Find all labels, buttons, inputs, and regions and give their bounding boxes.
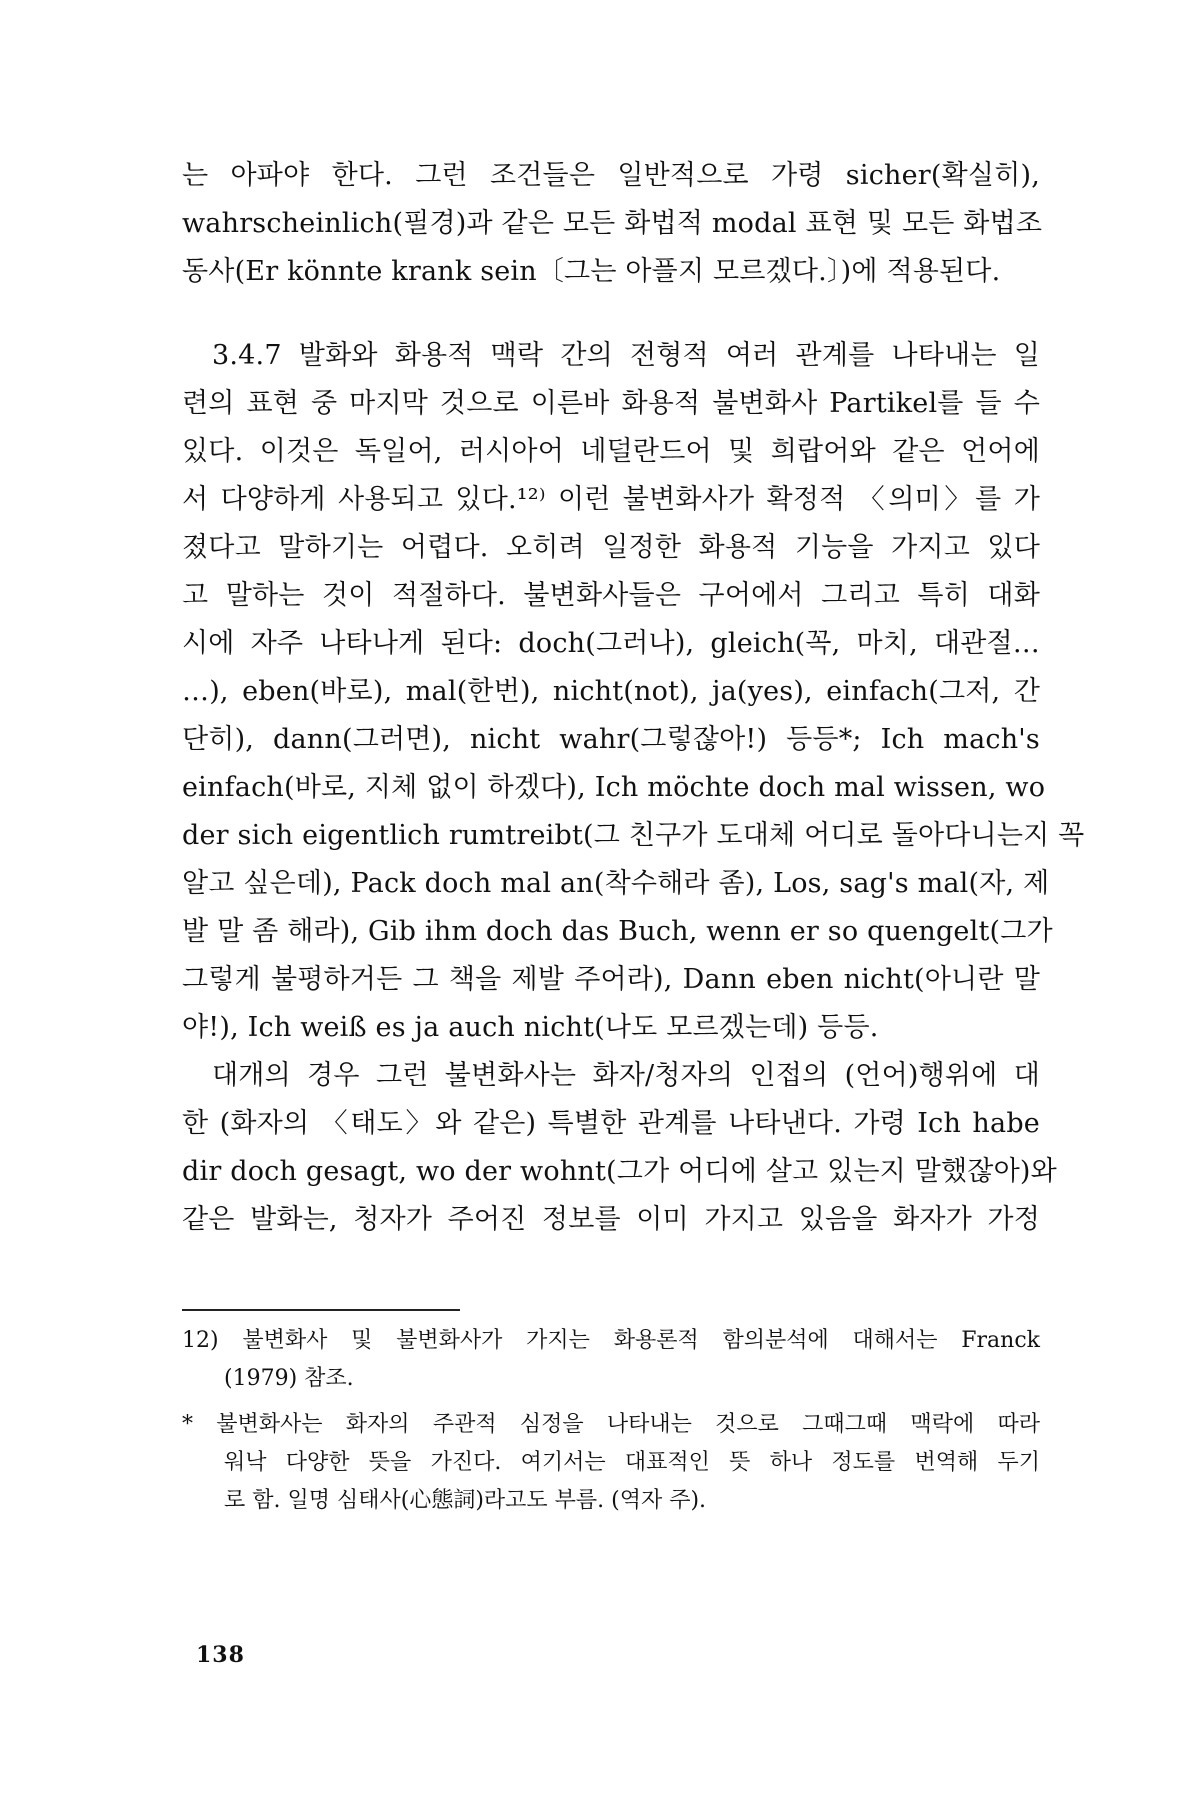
footnote-12 <box>182 1322 1040 1398</box>
text-line: dir doch gesagt, wo der wohnt(그가 어디에 살고 있는지 말했잖아)와 <box>182 1156 1057 1187</box>
text-line: 동사(Er könnte krank sein〔그는 아플지 모르겠다.〕)에 적용된다. <box>182 256 1001 287</box>
text-line: 시에 자주 나타나게 된다: doch(그러나), gleich(꼭, 마치, 대관절… <box>182 628 1040 659</box>
footnotes <box>182 1322 1040 1520</box>
text-line: 대개의 경우 그런 불변화사는 화자/청자의 인접의 (언어)행위에 대 <box>212 1060 1040 1091</box>
page-number: 138 <box>196 1642 245 1668</box>
footnote-gap <box>182 1398 1040 1406</box>
footnote-line: 워낙 다양한 뜻을 가진다. 여기서는 대표적인 뜻 하나 정도를 번역해 두기 <box>224 1450 1040 1475</box>
footnote-divider <box>182 1309 460 1311</box>
text-line: 련의 표현 중 마지막 것으로 이른바 화용적 불변화사 Partikel를 들 수 <box>182 388 1040 419</box>
footnote-translator <box>182 1406 1040 1520</box>
text-line: 야!), Ich weiß es ja auch nicht(나도 모르겠는데) 등등. <box>182 1012 879 1043</box>
text-line: einfach(바로, 지체 없이 하겠다), Ich möchte doch mal wissen, wo <box>182 772 1046 803</box>
text-line: 고 말하는 것이 적절하다. 불변화사들은 구어에서 그리고 특히 대화 <box>182 580 1040 611</box>
footnote-line: 로 함. 일명 심태사(心態詞)라고도 부름. (역자 주). <box>224 1488 707 1513</box>
footnote-line: * 불변화사는 화자의 주관적 심정을 나타내는 것으로 그때그때 맥락에 따라 <box>182 1412 1040 1437</box>
text-line: wahrscheinlich(필경)과 같은 모든 화법적 modal 표현 및 모든 화법조 <box>182 208 1043 239</box>
text-line: 같은 발화는, 청자가 주어진 정보를 이미 가지고 있음을 화자가 가정 <box>182 1204 1040 1235</box>
text-line: 있다. 이것은 독일어, 러시아어 네덜란드어 및 희랍어와 같은 언어에 <box>182 436 1040 467</box>
text-line: 서 다양하게 사용되고 있다.¹²⁾ 이런 불변화사가 확정적 〈의미〉를 가 <box>182 484 1040 515</box>
paragraph-section-3-4-7 <box>182 332 1085 1052</box>
section-gap <box>182 296 1040 332</box>
paragraph-continuation <box>182 152 1043 296</box>
text-line: …), eben(바로), mal(한번), nicht(not), ja(yes), einfach(그저, 간 <box>182 676 1040 707</box>
footnote-line: 12) 불변화사 및 불변화사가 가지는 화용론적 함의분석에 대해서는 Franck <box>182 1328 1040 1353</box>
text-line: 졌다고 말하기는 어렵다. 오히려 일정한 화용적 기능을 가지고 있다 <box>182 532 1040 563</box>
paragraph-particles-relation <box>182 1052 1057 1244</box>
text-line: 발 말 좀 해라), Gib ihm doch das Buch, wenn er so quengelt(그가 <box>182 916 1053 947</box>
text-line: 그렇게 불평하거든 그 책을 제발 주어라), Dann eben nicht(아니란 말 <box>182 964 1040 995</box>
text-line: der sich eigentlich rumtreibt(그 친구가 도대체 어디로 돌아다니는지 꼭 <box>182 820 1085 851</box>
text-line: 한 (화자의 〈태도〉와 같은) 특별한 관계를 나타낸다. 가령 Ich habe <box>182 1108 1040 1139</box>
footnote-line: (1979) 참조. <box>224 1366 354 1391</box>
text-line: 알고 싶은데), Pack doch mal an(착수해라 좀), Los, sag's mal(자, 제 <box>182 868 1050 899</box>
text-line: 단히), dann(그러면), nicht wahr(그렇잖아!) 등등*; Ich mach's <box>182 724 1040 755</box>
main-text <box>182 152 1085 1244</box>
text-line: 3.4.7 발화와 화용적 맥락 간의 전형적 여러 관계를 나타내는 일 <box>212 340 1040 371</box>
text-line: 는 아파야 한다. 그런 조건들은 일반적으로 가령 sicher(확실히), <box>182 160 1040 191</box>
